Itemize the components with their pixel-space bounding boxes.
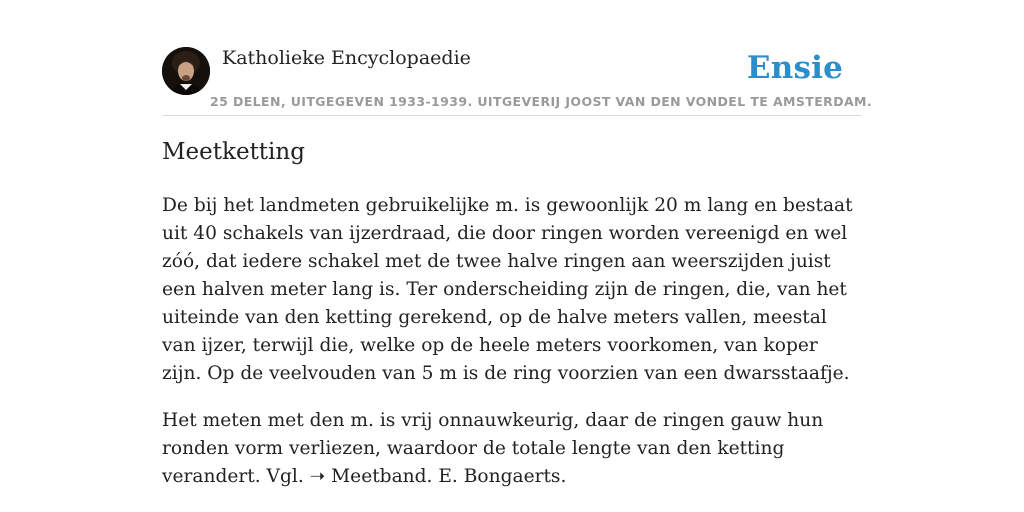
avatar[interactable] — [162, 47, 210, 95]
author-credit: . E. Bongaerts. — [426, 466, 567, 487]
site-subtitle: 25 DELEN, UITGEGEVEN 1933-1939. UITGEVERIJ JOOST VAN DEN VONDEL TE AMSTERDAM. — [210, 94, 873, 109]
portrait-icon — [162, 47, 210, 95]
site-title[interactable]: Katholieke Encyclopaedie — [222, 47, 471, 69]
ensie-logo[interactable]: Ensie — [746, 50, 843, 86]
meetband-link[interactable]: ➝ Meetband — [309, 466, 427, 487]
article-paragraph: De bij het landmeten gebruikelijke m. is gewoonlijk 20 m lang en bestaat uit 40 schakels van ijzerdraad, die door ringen worden vereenigd en wel zóó, dat iedere schakel met de twee halve ringen aan weerszijden juist een halven meter lang is. Ter onderscheiding zijn de ringen, die, van het uiteinde van den ketting gerekend, op de halve meters vallen, meestal van ijzer, terwijl die, welke op de heele meters voorkomen, van koper zijn. Op de veelvouden van 5 m is de ring voorzien van een dwarsstaafje. — [162, 195, 853, 384]
article-title: Meetketting — [162, 139, 305, 165]
paragraph-text: Het meten met den m. is vrij onnauwkeurig, daar de ringen gauw hun ronden vorm verliezen, waardoor de totale lengte van den ketting verandert. Vgl. — [162, 410, 824, 487]
article-paragraph — [162, 407, 862, 491]
article-body — [162, 192, 862, 510]
site-header — [162, 44, 873, 116]
